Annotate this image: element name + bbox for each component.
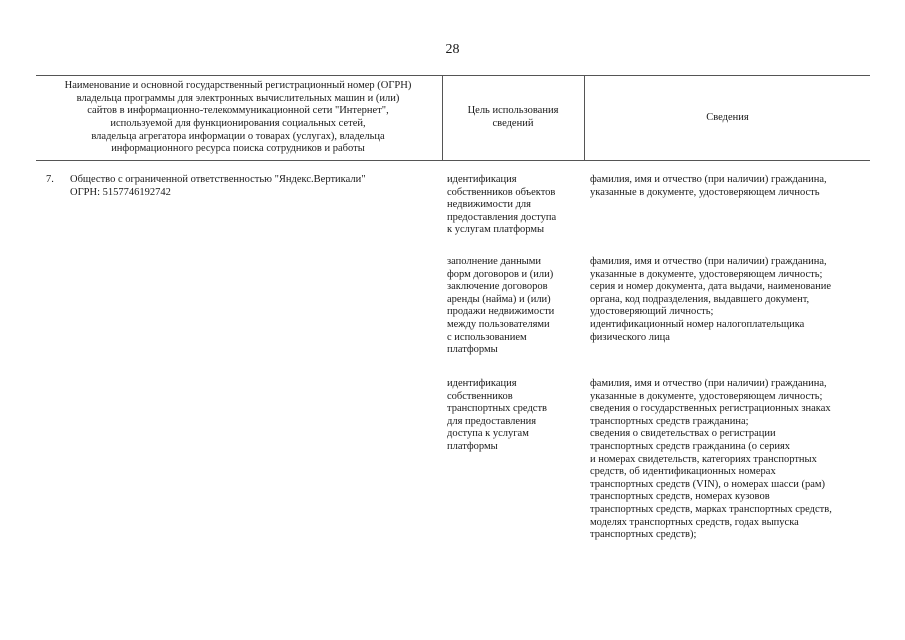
data-entry-2: фамилия, имя и отчество (при наличии) гражданина, указанные в документе, удостоверяющем личность; серия и номер документа, дата выдачи, наименование органа, код подразделения, выдавшего документ, удостоверяющий личность; идентификационный номер налогоплательщика физического лица (590, 256, 832, 343)
row-number: 7. (46, 174, 54, 185)
page-number: 28 (445, 42, 460, 57)
header-purpose-column: Цель использования сведений (467, 105, 559, 129)
data-entry-3: фамилия, имя и отчество (при наличии) гражданина, указанные в документе, удостоверяющем личность; сведения о государственных регистрационных знаках транспортных средств гражданина; сведения о свидетельствах о регистрации транспортных средств гражданина (о сериях и номерах свидетельств, категориях транспортных средств, об идентификационных номерах транспортных средств (VIN), о номерах шасси (рам) транспортных средств, номерах кузовов транспортных средств, марках транспортных средств, моделях транспортных средств, годах выпуска транспортных средств); (590, 378, 832, 541)
header-owner-column: Наименование и основной государственный регистрационный номер (ОГРН) владельца программы для электронных вычислительных машин и (или) сайтов в информационно-телекоммуникационной сети "Интернет", используемой для функционирования социальных сетей, владельца агрегатора информации о товарах (услугах), владельца информационного ресурса поиска сотрудников и работы (64, 80, 412, 155)
owner-name: Общество с ограниченной ответственностью "Яндекс.Вертикали" ОГРН: 5157746192742 (70, 174, 366, 198)
purpose-entry-3: идентификация собственников транспортных средств для предоставления доступа к услугам платформы (447, 378, 548, 452)
data-entry-1: фамилия, имя и отчество (при наличии) гражданина, указанные в документе, удостоверяющем личность (590, 174, 827, 198)
purpose-entry-2: заполнение данными форм договоров и (или) заключение договоров аренды (найма) и (или) продажи недвижимости между пользователями с использованием платформы (447, 256, 555, 356)
header-data-column: Сведения (706, 111, 749, 123)
purpose-entry-1: идентификация собственников объектов недвижимости для предоставления доступа к услугам платформы (447, 174, 557, 236)
header-bottom-border (36, 160, 870, 161)
